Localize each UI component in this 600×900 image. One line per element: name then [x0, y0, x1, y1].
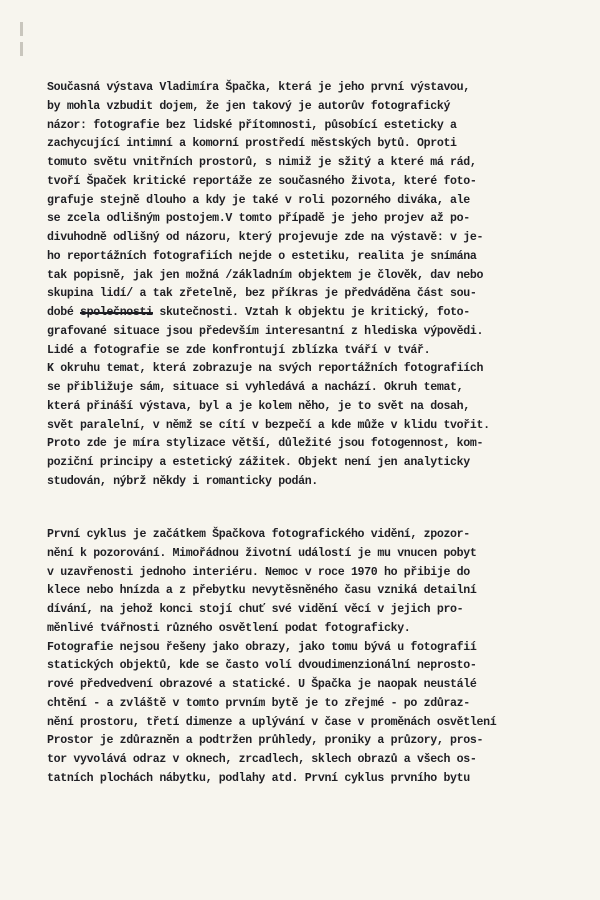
- text-line: tatních plochách nábytku, podlahy atd. První cyklus prvního bytu: [47, 771, 470, 785]
- text-line: zachycující intimní a komorní prostředí městských bytů. Oproti: [47, 137, 457, 151]
- text-fragment: dobé: [47, 306, 74, 319]
- text-line: měnlivé tvářnosti různého osvětlení podat fotograficky.: [47, 621, 411, 635]
- text-line-with-overtype: [47, 304, 595, 323]
- text-line: dívání, na jehož konci stojí chuť své vidění věcí v jejich pro-: [47, 603, 464, 616]
- text-line: nění k pozorování. Mimořádnou životní událostí je mu vnucen pobyt: [47, 546, 477, 560]
- text-line: nění prostoru, třetí dimenze a uplývání v čase v proměnách osvětlení: [47, 715, 497, 729]
- text-line: poziční principy a estetický zážitek. Objekt není jen analyticky: [47, 456, 470, 469]
- text-line: v uzavřenosti jednoho interiéru. Nemoc v roce 1970 ho přibije do: [47, 565, 470, 579]
- text-line: divuhodně odlišný od názoru, který projevuje zde na výstavě: v je-: [47, 231, 484, 244]
- text-line: Prostor je zdůrazněn a podtržen průhledy, proniky a průzory, pros-: [47, 734, 484, 748]
- text-line: tak popisně, jak jen možná /základním objektem je člověk, dav nebo: [47, 268, 484, 282]
- text-line: se přibližuje sám, situace si vyhledává a nachází. Okruh temat,: [47, 381, 464, 394]
- text-line: tor vyvolává odraz v oknech, zrcadlech, sklech obrazů a všech os-: [47, 753, 477, 766]
- text-line: se zcela odlišným postojem.V tomto případě je jeho projev až po-: [47, 212, 470, 226]
- text-line: tomuto světu vnitřních prostorů, s nimiž je sžitý a které má rád,: [47, 156, 477, 169]
- text-line: grafuje stejně dlouho a kdy je také v roli pozorného diváka, ale: [47, 193, 470, 207]
- text-line: klece nebo hnízda a z přebytku nevytěsněného času vzniká detailní: [47, 584, 477, 598]
- text-line: tvoří Špaček kritické reportáže ze současného života, které foto-: [47, 174, 477, 188]
- paragraph-first-cycle: [47, 526, 595, 789]
- text-line: rové předvedvení obrazové a statické. U Špačka je naopak neustálé: [47, 678, 477, 691]
- text-line: by mohla vzbudit dojem, že jen takový je autorův fotografický: [47, 99, 451, 113]
- text-line: ho reportážních fotografiích nejde o estetiku, realita je snímána: [47, 249, 477, 263]
- text-line: grafované situace jsou především interesantní z hlediska výpovědi.: [47, 324, 484, 338]
- text-line: názor: fotografie bez lidské přítomnosti, působící esteticky a: [47, 118, 457, 132]
- text-line: svět paralelní, v němž se cítí v bezpečí a kde může v klidu tvořit.: [47, 418, 490, 432]
- margin-mark: [20, 22, 23, 36]
- text-line: Proto zde je míra stylizace větší, důležité jsou fotogennost, kom-: [47, 437, 484, 451]
- text-line: která přináší výstava, byl a je kolem něho, je to svět na dosah,: [47, 399, 470, 413]
- overtyped-word: společnosti: [80, 306, 153, 319]
- margin-mark: [20, 42, 23, 56]
- text-line: chtění - a zvláště v tomto prvním bytě je to zřejmé - po zdůraz-: [47, 696, 470, 710]
- text-line: První cyklus je začátkem Špačkova fotografického vidění, zpozor-: [47, 528, 470, 541]
- text-line: Současná výstava Vladimíra Špačka, která je jeho první výstavou,: [47, 81, 470, 94]
- paragraph-exhibition-intro: [47, 79, 595, 492]
- text-line: skupina lidí/ a tak zřetelně, bez příkras je předváděna část sou-: [47, 287, 477, 301]
- text-line: studován, nýbrž někdy i romanticky podán.: [47, 474, 318, 488]
- text-line: Fotografie nejsou řešeny jako obrazy, jako tomu bývá u fotografií: [47, 640, 477, 654]
- text-line: statických objektů, kde se často volí dvoudimenzionální neprosto-: [47, 659, 477, 673]
- text-fragment: skutečnosti. Vztah k objektu je kritický, foto-: [159, 306, 470, 319]
- text-line: K okruhu temat, která zobrazuje na svých reportážních fotografiích: [47, 362, 484, 376]
- text-line: Lidé a fotografie se zde konfrontují zblízka tváří v tvář.: [47, 343, 431, 357]
